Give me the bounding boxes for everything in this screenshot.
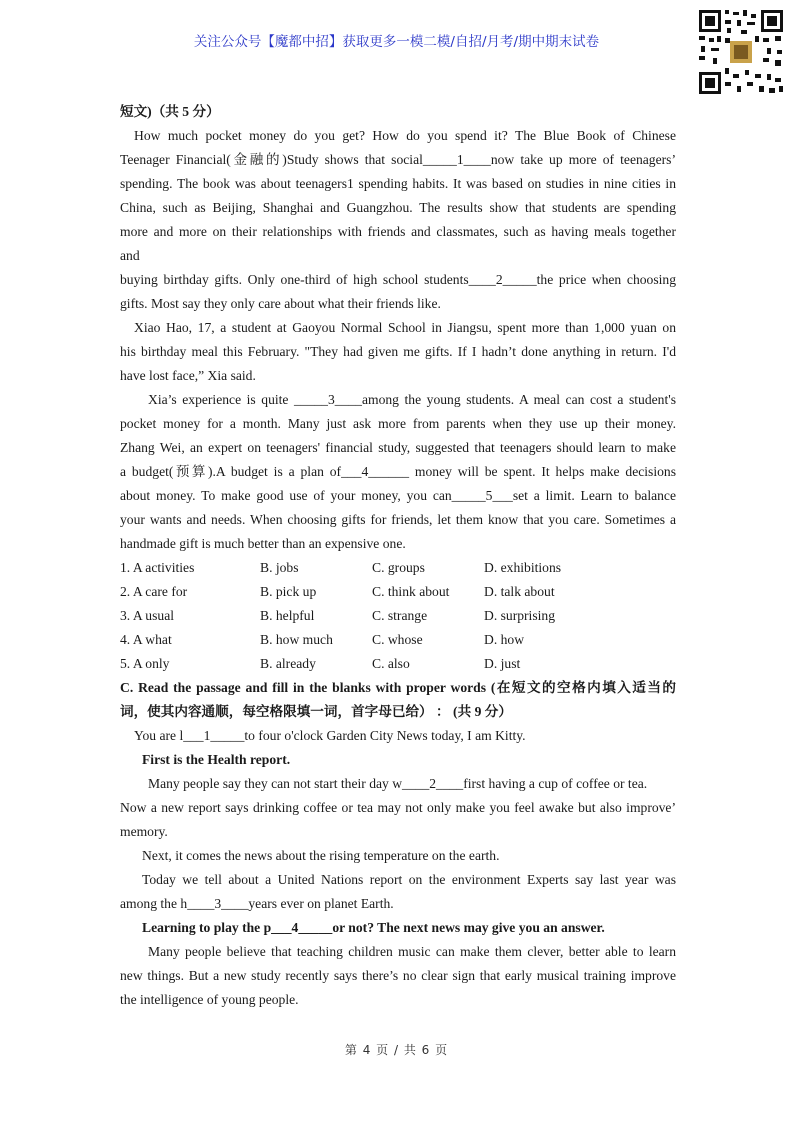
passage-c-subheading: Learning to play the p___4_____or not? The next news may give you an answer. bbox=[142, 920, 605, 935]
passage-b-line: more and more on their relationships with friends and classmates, such as having meals together bbox=[120, 224, 676, 239]
passage-b-line: about money. To make good use of your money, you can_____5___set a limit. Learn to balance bbox=[120, 488, 676, 503]
passage-c-subheading: First is the Health report. bbox=[142, 752, 291, 767]
question-options-row bbox=[120, 652, 676, 676]
passage-c-line: new things. But a new study recently says there’s no clear sign that early musical training improve bbox=[120, 968, 676, 983]
passage-c-line: Now a new report says drinking coffee or tea may not only make you feel awake but also improve’ bbox=[120, 800, 676, 815]
section-c-heading: C. Read the passage and fill in the blanks with proper words (在短文的空格内填入适当的 bbox=[120, 680, 676, 695]
passage-b-line: spending. The book was about teenagers1 spending habits. It was based on studies in nine cities in bbox=[120, 176, 676, 191]
option-d: D. surprising bbox=[484, 608, 555, 623]
section-b-points: 短文)（共 5 分） bbox=[120, 104, 220, 119]
option-c: C. strange bbox=[372, 608, 428, 623]
passage-b-line: Zhang Wei, an expert on teenagers' financial study, suggested that teenagers should learn to make bbox=[120, 440, 676, 455]
passage-c-line: Many people believe that teaching children music can make them clever, better able to learn bbox=[148, 944, 676, 959]
option-c: C. think about bbox=[372, 584, 450, 599]
option-b: B. how much bbox=[260, 632, 333, 647]
passage-b-line: Xiao Hao, 17, a student at Gaoyou Normal School in Jiangsu, spent more than 1,000 yuan on bbox=[134, 320, 676, 335]
option-d: D. exhibitions bbox=[484, 560, 562, 575]
option-b: B. helpful bbox=[260, 608, 315, 623]
passage-b-line: Teenager Financial(金融的)Study shows that social_____1____now take up more of teenagers’ bbox=[120, 152, 676, 167]
passage-b-line: handmade gift is much better than an expensive one. bbox=[120, 536, 406, 551]
option-c: C. whose bbox=[372, 632, 423, 647]
option-c: C. groups bbox=[372, 560, 425, 575]
question-options-row bbox=[120, 604, 676, 628]
passage-b-line: and bbox=[120, 248, 140, 263]
passage-c-line: Next, it comes the news about the rising temperature on the earth. bbox=[142, 848, 500, 863]
question-options-row bbox=[120, 580, 676, 604]
page-header-banner: 关注公众号【魔都中招】获取更多一模二模/自招/月考/期中期末试卷 bbox=[193, 34, 600, 50]
option-a: 1. A activities bbox=[120, 560, 195, 575]
passage-c-line: Today we tell about a United Nations report on the environment Experts say last year was bbox=[142, 872, 676, 887]
option-d: D. just bbox=[484, 656, 521, 671]
passage-b-line: Xia’s experience is quite _____3____among the young students. A meal can cost a student's bbox=[148, 392, 676, 407]
option-c: C. also bbox=[372, 656, 410, 671]
option-a: 5. A only bbox=[120, 656, 170, 671]
question-options-row bbox=[120, 628, 676, 652]
qr-code-icon bbox=[697, 8, 785, 96]
passage-b-line: a budget(预算).A budget is a plan of___4______ money will be spent. It helps make decisions bbox=[120, 464, 676, 479]
passage-b-line: pocket money for a month. Many just ask more from parents when they use up their money. bbox=[120, 416, 676, 431]
page-number: 第 4 页 / 共 6 页 bbox=[344, 1043, 449, 1057]
passage-c-line: Many people say they can not start their day w____2____first having a cup of coffee or tea. bbox=[148, 776, 648, 791]
question-options-row bbox=[120, 556, 676, 580]
passage-c-line: You are l___1_____to four o'clock Garden City News today, I am Kitty. bbox=[134, 728, 526, 743]
option-d: D. talk about bbox=[484, 584, 555, 599]
option-a: 4. A what bbox=[120, 632, 172, 647]
option-a: 3. A usual bbox=[120, 608, 175, 623]
passage-c-line: among the h____3____years ever on planet Earth. bbox=[120, 896, 394, 911]
page-content bbox=[120, 100, 676, 1012]
option-d: D. how bbox=[484, 632, 525, 647]
section-c-heading-cont: 词，使其内容通顺，每空格限填一词，首字母已给） ： (共 9 分） bbox=[120, 704, 512, 719]
option-b: B. jobs bbox=[260, 560, 299, 575]
passage-b-line: gifts. Most say they only care about what their friends like. bbox=[120, 296, 441, 311]
passage-b-line: buying birthday gifts. Only one-third of high school students____2_____the price when choosing bbox=[120, 272, 676, 287]
passage-c-line: the intelligence of young people. bbox=[120, 992, 299, 1007]
option-a: 2. A care for bbox=[120, 584, 188, 599]
passage-c-line: memory. bbox=[120, 824, 168, 839]
passage-b-line: your wants and needs. When choosing gifts for friends, let them know that you care. Sometimes a bbox=[120, 512, 676, 527]
passage-b-line: How much pocket money do you get? How do you spend it? The Blue Book of Chinese bbox=[134, 128, 676, 143]
passage-b-line: have lost face,” Xia said. bbox=[120, 368, 256, 383]
passage-b-line: his birthday meal this February. "They had given me gifts. If I hadn’t done anything in return. I'd bbox=[120, 344, 676, 359]
passage-b-line: China, such as Beijing, Shanghai and Guangzhou. The results show that students are spending bbox=[120, 200, 676, 215]
option-b: B. already bbox=[260, 656, 316, 671]
option-b: B. pick up bbox=[260, 584, 317, 599]
